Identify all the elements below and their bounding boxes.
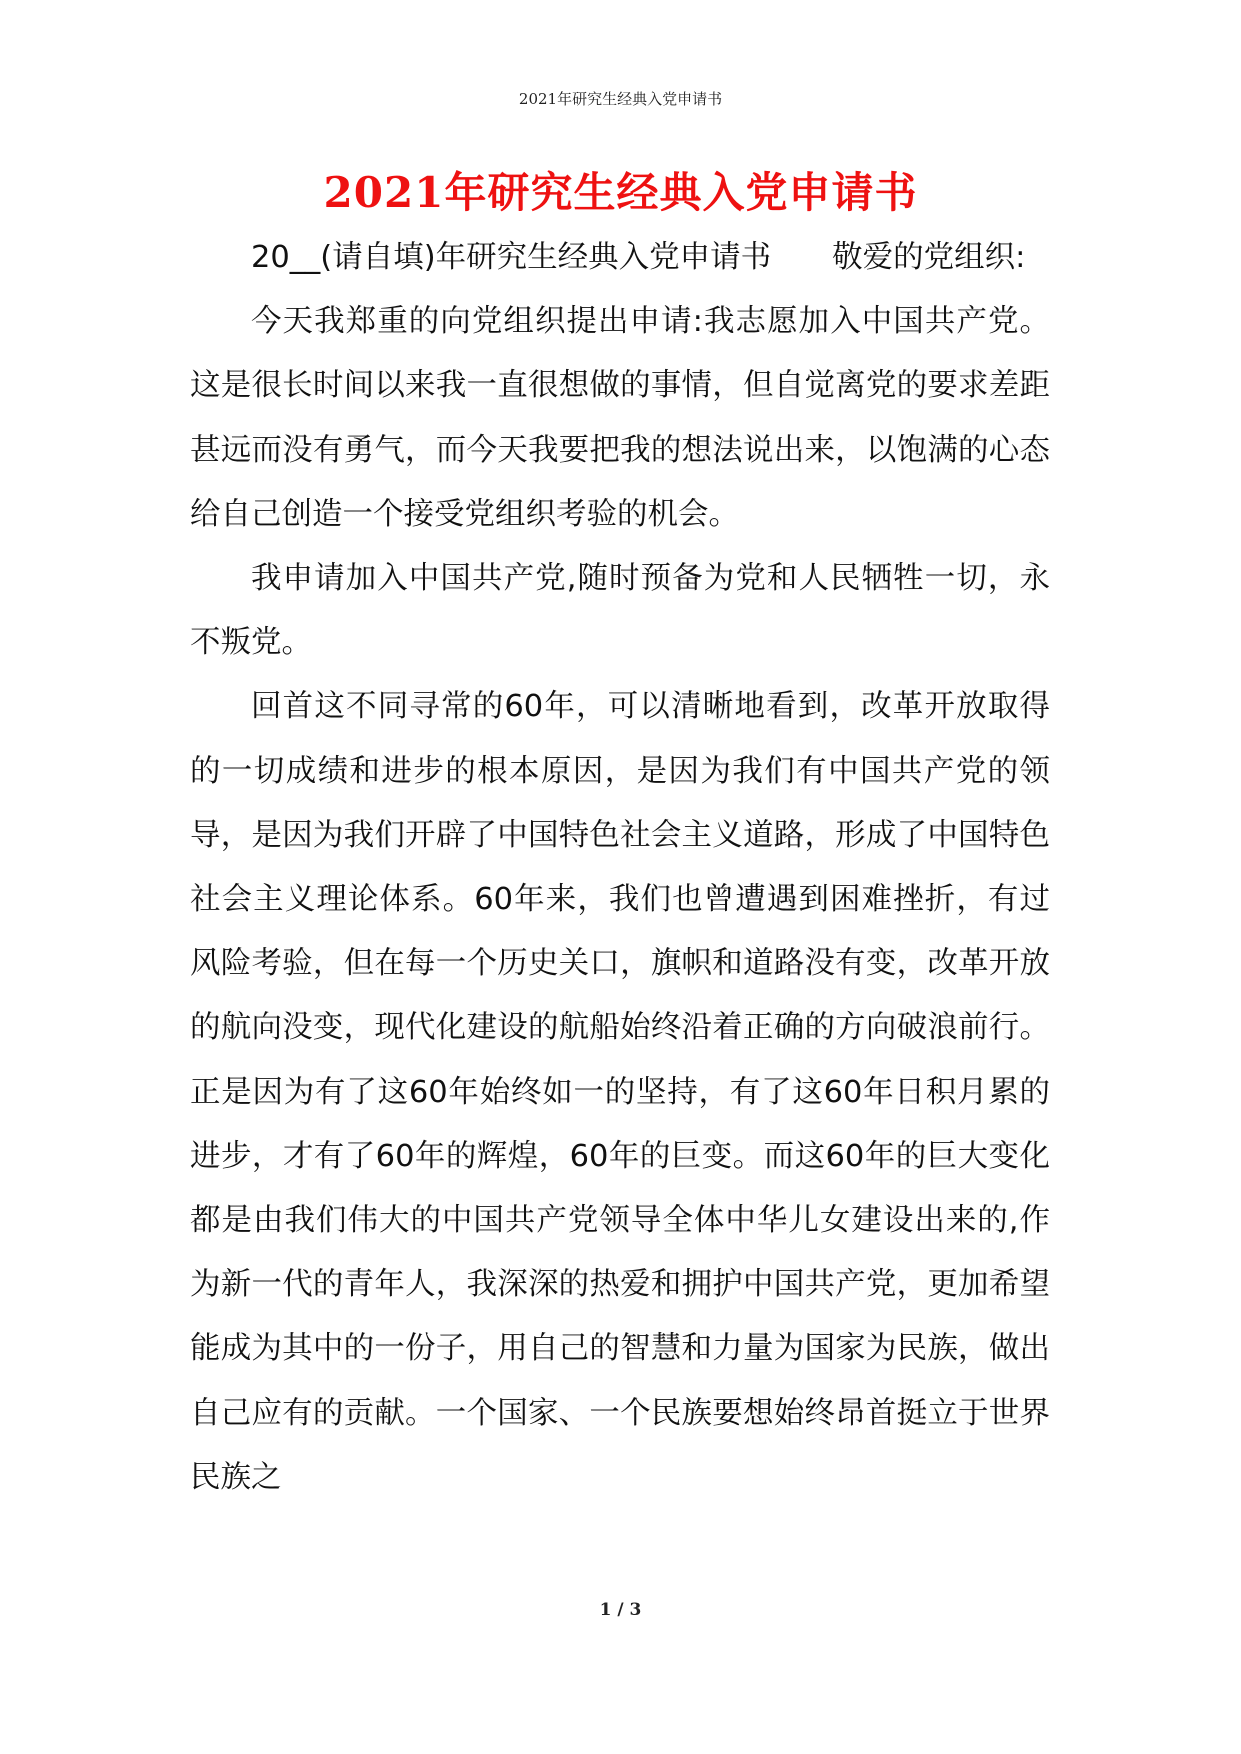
- document-title: 2021年研究生经典入党申请书: [323, 168, 918, 217]
- document-body: [190, 226, 1050, 1510]
- running-header: 2021年研究生经典入党申请书: [518, 90, 723, 108]
- paragraph-reflection: 回首这不同寻常的60年，可以清晰地看到，改革开放取得的一切成绩和进步的根本原因，是因为我们有中国共产党的领导，是因为我们开辟了中国特色社会主义道路，形成了中国特色社会主义理论体系。60年来，我们也曾遭遇到困难挫折，有过风险考验，但在每一个历史关口，旗帜和道路没有变，改革开放的航向没变，现代化建设的航船始终沿着正确的方向破浪前行。正是因为有了这60年始终如一的坚持，有了这60年日积月累的进步，才有了60年的辉煌，60年的巨变。而这60年的巨大变化都是由我们伟大的中国共产党领导全体中华儿女建设出来的,作为新一代的青年人，我深深的热爱和拥护中国共产党，更加希望能成为其中的一份子，用自己的智慧和力量为国家为民族，做出自己应有的贡献。一个国家、一个民族要想始终昂首挺立于世界民族之: [190, 689, 1050, 1495]
- paragraph-salutation: 20__(请自填)年研究生经典入党申请书 敬爱的党组织:: [251, 240, 1026, 275]
- paragraph-application: 今天我郑重的向党组织提出申请:我志愿加入中国共产党。这是很长时间以来我一直很想做的事情，但自觉离党的要求差距甚远而没有勇气，而今天我要把我的想法说出来，以饱满的心态给自己创造一个接受党组织考验的机会。: [190, 304, 1050, 532]
- page-number: 1 / 3: [599, 1600, 642, 1620]
- paragraph-pledge: 我申请加入中国共产党,随时预备为党和人民牺牲一切，永不叛党。: [190, 561, 1050, 661]
